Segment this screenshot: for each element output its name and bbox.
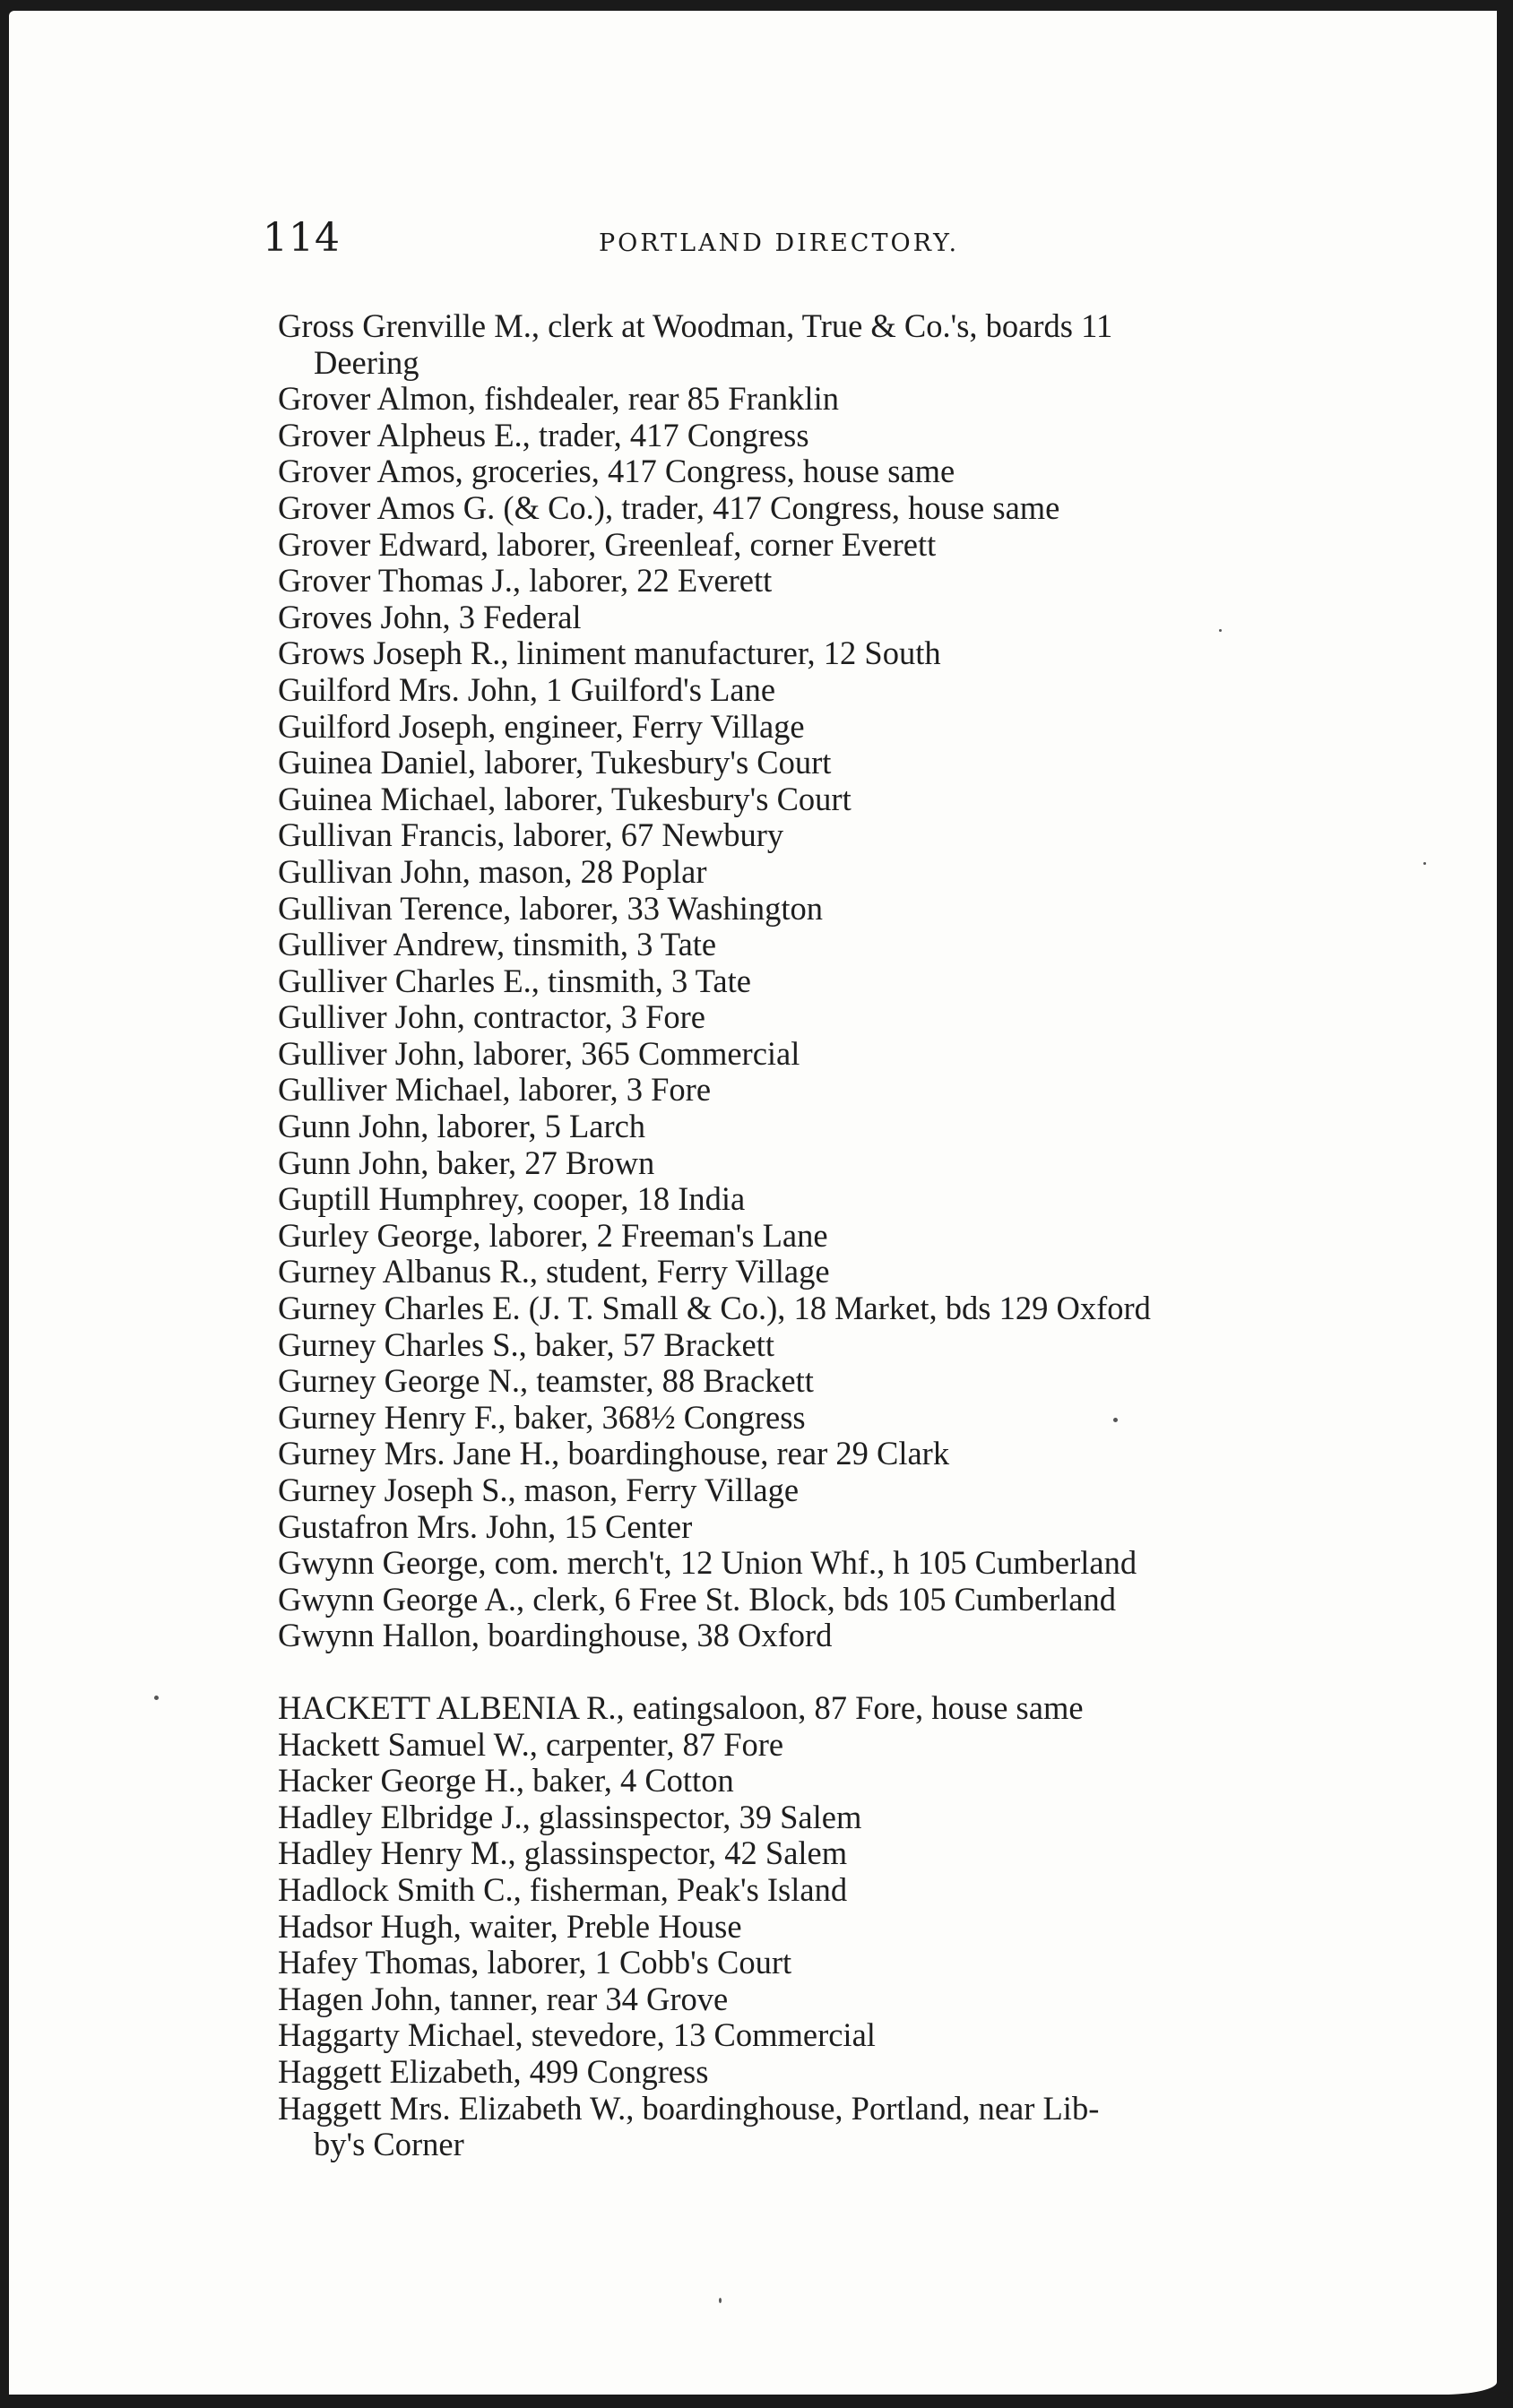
entry-text: Gullivan Terence, laborer, 33 Washington: [278, 889, 823, 927]
directory-entry: [278, 490, 1291, 527]
entry-text: Gulliver John, laborer, 365 Commercial: [278, 1034, 800, 1072]
directory-entry: [278, 1509, 1291, 1546]
ink-speck: [1219, 629, 1222, 632]
directory-entries: [278, 308, 1291, 2163]
directory-entry: [278, 1945, 1291, 1981]
directory-entry: [278, 1763, 1291, 1800]
directory-entry: [278, 1872, 1291, 1909]
entry-text: Gurney Henry F., baker, 368½ Congress: [278, 1398, 806, 1436]
entry-text: Gullivan John, mason, 28 Poplar: [278, 852, 707, 890]
directory-entry: [278, 1363, 1291, 1400]
entries-group-h: [278, 1690, 1291, 2163]
directory-entry: [278, 1909, 1291, 1946]
entry-text: Grover Amos, groceries, 417 Congress, house same: [278, 453, 955, 490]
directory-entry: [278, 1800, 1291, 1836]
entry-text: Hafey Thomas, laborer, 1 Cobb's Court: [278, 1944, 792, 1981]
entry-text: Gurley George, laborer, 2 Freeman's Lane: [278, 1216, 828, 1254]
entry-text: Hadsor Hugh, waiter, Preble House: [278, 1907, 742, 1945]
directory-entry: [278, 709, 1291, 746]
entry-continuation: Deering: [314, 343, 419, 381]
entry-text: Gross Grenville M., clerk at Woodman, True & Co.'s, boards 11: [278, 307, 1113, 344]
entry-text: Gulliver John, contractor, 3 Fore: [278, 998, 705, 1036]
ink-speck: [154, 1696, 159, 1700]
directory-page: [9, 11, 1497, 2395]
entry-text: HACKETT ALBENIA R., eatingsaloon, 87 Fore, house same: [278, 1688, 1084, 1726]
entry-text: Guinea Daniel, laborer, Tukesbury's Court: [278, 744, 832, 781]
entry-text: Gwynn George, com. merch't, 12 Union Whf., h 105 Cumberland: [278, 1544, 1137, 1582]
directory-entry: [278, 2017, 1291, 2054]
running-head: PORTLAND DIRECTORY.: [599, 229, 960, 257]
directory-entry: [278, 418, 1291, 454]
entry-text: Gunn John, baker, 27 Brown: [278, 1144, 655, 1181]
entry-continuation: by's Corner: [314, 2126, 464, 2163]
entry-text: Haggarty Michael, stevedore, 13 Commercial: [278, 2016, 876, 2054]
entry-text: Gurney Charles S., baker, 57 Brackett: [278, 1325, 774, 1363]
entry-text: Gulliver Andrew, tinsmith, 3 Tate: [278, 926, 717, 963]
directory-entry: [278, 2091, 1291, 2163]
directory-entry: [278, 927, 1291, 963]
directory-entry: [278, 453, 1291, 490]
directory-entry: [278, 1690, 1291, 1727]
entry-text: Guilford Mrs. John, 1 Guilford's Lane: [278, 670, 776, 708]
entry-text: Grover Amos G. (& Co.), trader, 417 Congress, house same: [278, 488, 1060, 526]
directory-entry: [278, 999, 1291, 1036]
entry-text: Gullivan Francis, laborer, 67 Newbury: [278, 816, 784, 854]
entry-text: Gulliver Charles E., tinsmith, 3 Tate: [278, 962, 751, 999]
directory-entry: [278, 1254, 1291, 1290]
entry-text: Gurney Charles E. (J. T. Small & Co.), 18 Market, bds 129 Oxford: [278, 1290, 1151, 1327]
directory-entry: [278, 600, 1291, 636]
directory-entry: [278, 1400, 1291, 1437]
directory-entry: [278, 891, 1291, 928]
page-number: 114: [263, 215, 341, 261]
directory-entry: [278, 1835, 1291, 1872]
directory-entry: [278, 563, 1291, 600]
entry-text: Grover Alpheus E., trader, 417 Congress: [278, 416, 809, 453]
directory-entry: [278, 1145, 1291, 1182]
directory-entry: [278, 1181, 1291, 1218]
entry-text: Grover Thomas J., laborer, 22 Everett: [278, 562, 773, 600]
directory-entry: [278, 1545, 1291, 1582]
ink-speck: [1113, 1418, 1118, 1422]
page-header: [263, 215, 1275, 269]
directory-entry: [278, 308, 1291, 381]
directory-entry: [278, 1290, 1291, 1327]
entry-text: Gurney Albanus R., student, Ferry Village: [278, 1253, 830, 1290]
entry-text: Hadlock Smith C., fisherman, Peak's Island: [278, 1870, 848, 1908]
ink-speck: [719, 2298, 722, 2303]
directory-entry: [278, 1436, 1291, 1472]
entry-text: Gwynn Hallon, boardinghouse, 38 Oxford: [278, 1617, 833, 1654]
directory-entry: [278, 854, 1291, 891]
directory-entry: [278, 1036, 1291, 1073]
entry-text: Haggett Mrs. Elizabeth W., boardinghouse, Portland, near Lib-: [278, 2089, 1100, 2127]
entry-text: Guilford Joseph, engineer, Ferry Village: [278, 707, 805, 745]
entry-text: Gustafron Mrs. John, 15 Center: [278, 1507, 693, 1545]
directory-entry: [278, 745, 1291, 781]
section-gap: [278, 1654, 1291, 1690]
directory-entry: [278, 781, 1291, 818]
directory-entry: [278, 817, 1291, 854]
entry-text: Hackett Samuel W., carpenter, 87 Fore: [278, 1725, 784, 1763]
entry-text: Gunn John, laborer, 5 Larch: [278, 1108, 646, 1145]
directory-entry: [278, 381, 1291, 418]
directory-entry: [278, 963, 1291, 1000]
entry-text: Hadley Henry M., glassinspector, 42 Salem: [278, 1834, 848, 1872]
entry-text: Gulliver Michael, laborer, 3 Fore: [278, 1071, 712, 1109]
entry-text: Grover Edward, laborer, Greenleaf, corner Everett: [278, 525, 937, 563]
directory-entry: [278, 1109, 1291, 1145]
directory-entry: [278, 1327, 1291, 1364]
directory-entry: [278, 1218, 1291, 1255]
entry-text: Hacker George H., baker, 4 Cotton: [278, 1762, 734, 1800]
directory-entry: [278, 1727, 1291, 1764]
directory-entry: [278, 1981, 1291, 2018]
directory-entry: [278, 2054, 1291, 2091]
entry-text: Gwynn George A., clerk, 6 Free St. Block, bds 105 Cumberland: [278, 1580, 1117, 1618]
directory-entry: [278, 672, 1291, 709]
entry-text: Gurney Mrs. Jane H., boardinghouse, rear 29 Clark: [278, 1435, 950, 1472]
entry-text: Gurney Joseph S., mason, Ferry Village: [278, 1472, 800, 1508]
directory-entry: [278, 527, 1291, 564]
directory-entry: [278, 1472, 1291, 1509]
ink-speck: [1423, 862, 1426, 865]
entry-text: Guinea Michael, laborer, Tukesbury's Court: [278, 780, 852, 817]
entry-text: Gurney George N., teamster, 88 Brackett: [278, 1362, 814, 1400]
entry-text: Grows Joseph R., liniment manufacturer, 12 South: [278, 634, 941, 672]
entry-text: Groves John, 3 Federal: [278, 598, 582, 635]
directory-entry: [278, 1072, 1291, 1109]
entry-text: Guptill Humphrey, cooper, 18 India: [278, 1180, 746, 1218]
entry-text: Haggett Elizabeth, 499 Congress: [278, 2052, 709, 2090]
entry-text: Hagen John, tanner, rear 34 Grove: [278, 1980, 729, 2017]
directory-entry: [278, 1618, 1291, 1654]
directory-entry: [278, 635, 1291, 672]
directory-entry: [278, 1582, 1291, 1618]
entry-text: Grover Almon, fishdealer, rear 85 Franklin: [278, 380, 839, 418]
entries-group-g: [278, 308, 1291, 1654]
entry-text: Hadley Elbridge J., glassinspector, 39 Salem: [278, 1798, 862, 1835]
